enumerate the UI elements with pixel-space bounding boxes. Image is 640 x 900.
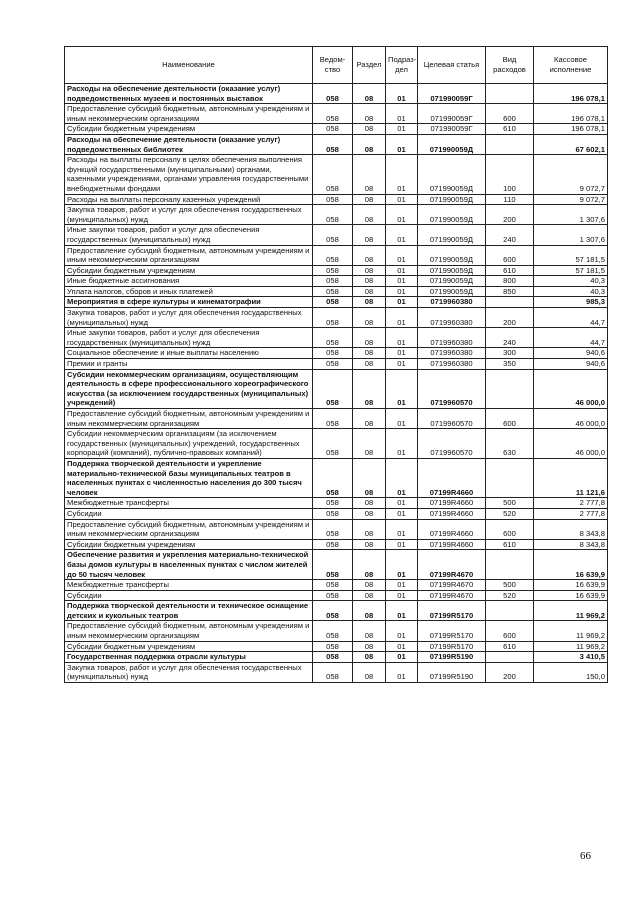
cell-name: Предоставление субсидий бюджетным, автономным учреждениям и иным некоммерческим организациям [65,245,313,265]
header-vedomstvo: Ведом-ство [313,47,353,84]
cell-vedomstvo: 058 [313,297,353,308]
cell-podrazdel: 01 [386,641,418,652]
cell-name: Государственная поддержка отрасли культуры [65,652,313,663]
table-row [65,508,608,519]
cell-vedomstvo: 058 [313,265,353,276]
cell-razdel: 08 [353,225,386,245]
table-row [65,205,608,225]
cell-vedomstvo: 058 [313,662,353,682]
cell-name: Субсидии [65,590,313,601]
header-vid-rashodov: Вид расходов [486,47,534,84]
cell-celevaya-statya: 071990059Д [418,194,486,205]
cell-celevaya-statya: 071990059Д [418,134,486,154]
cell-razdel: 08 [353,652,386,663]
cell-podrazdel: 01 [386,580,418,591]
cell-vid-rashodov: 600 [486,104,534,124]
table-row [65,286,608,297]
cell-vid-rashodov [486,458,534,497]
cell-vedomstvo: 058 [313,124,353,135]
cell-celevaya-statya: 0719960380 [418,348,486,359]
cell-razdel: 08 [353,550,386,580]
table-row [65,409,608,429]
cell-celevaya-statya: 0719960380 [418,297,486,308]
cell-kassovoe-ispolnenie: 16 639,9 [534,550,608,580]
cell-vid-rashodov [486,369,534,408]
cell-podrazdel: 01 [386,205,418,225]
cell-vedomstvo: 058 [313,519,353,539]
cell-celevaya-statya: 0719960380 [418,308,486,328]
cell-razdel: 08 [353,519,386,539]
cell-celevaya-statya: 0719960380 [418,328,486,348]
cell-vedomstvo: 058 [313,359,353,370]
cell-vid-rashodov: 630 [486,429,534,459]
cell-razdel: 08 [353,276,386,287]
cell-podrazdel: 01 [386,590,418,601]
cell-celevaya-statya: 07199R4660 [418,458,486,497]
cell-podrazdel: 01 [386,348,418,359]
cell-celevaya-statya: 071990059Д [418,225,486,245]
table-body [65,84,608,683]
cell-vid-rashodov: 500 [486,580,534,591]
cell-kassovoe-ispolnenie: 1 307,6 [534,225,608,245]
cell-celevaya-statya: 0719960380 [418,359,486,370]
cell-razdel: 08 [353,104,386,124]
table-row [65,194,608,205]
cell-podrazdel: 01 [386,276,418,287]
table-row [65,348,608,359]
cell-vid-rashodov: 500 [486,498,534,509]
cell-celevaya-statya: 071990059Д [418,205,486,225]
table-row [65,155,608,194]
cell-vid-rashodov: 610 [486,124,534,135]
cell-vedomstvo: 058 [313,328,353,348]
cell-name: Субсидии некоммерческим организациям (за исключением государственных (муниципальных) учреждений, государственных корпораций (компаний), публично-правовых компаний) [65,429,313,459]
cell-razdel: 08 [353,134,386,154]
cell-vid-rashodov: 100 [486,155,534,194]
cell-name: Мероприятия в сфере культуры и кинематографии [65,297,313,308]
cell-vedomstvo: 058 [313,194,353,205]
table-row [65,601,608,621]
cell-podrazdel: 01 [386,621,418,641]
cell-vedomstvo: 058 [313,225,353,245]
cell-podrazdel: 01 [386,194,418,205]
cell-podrazdel: 01 [386,286,418,297]
table-row [65,539,608,550]
cell-kassovoe-ispolnenie: 196 078,1 [534,104,608,124]
table-row [65,84,608,104]
cell-razdel: 08 [353,286,386,297]
cell-kassovoe-ispolnenie: 67 602,1 [534,134,608,154]
cell-razdel: 08 [353,409,386,429]
cell-kassovoe-ispolnenie: 985,3 [534,297,608,308]
cell-name: Иные бюджетные ассигнования [65,276,313,287]
table-row [65,124,608,135]
cell-podrazdel: 01 [386,134,418,154]
cell-vedomstvo: 058 [313,498,353,509]
cell-kassovoe-ispolnenie: 8 343,8 [534,519,608,539]
cell-podrazdel: 01 [386,124,418,135]
cell-vid-rashodov: 600 [486,409,534,429]
cell-razdel: 08 [353,539,386,550]
cell-name: Обеспечение развития и укрепления материально-технической базы домов культуры в населенных пунктах с числом жителей до 50 тысяч человек [65,550,313,580]
cell-razdel: 08 [353,641,386,652]
cell-celevaya-statya: 07199R4670 [418,550,486,580]
header-podrazdel: Подраз-дел [386,47,418,84]
cell-razdel: 08 [353,662,386,682]
cell-celevaya-statya: 07199R4660 [418,498,486,509]
cell-vid-rashodov [486,601,534,621]
cell-name: Премии и гранты [65,359,313,370]
cell-podrazdel: 01 [386,297,418,308]
cell-vedomstvo: 058 [313,245,353,265]
cell-celevaya-statya: 07199R4670 [418,590,486,601]
cell-razdel: 08 [353,308,386,328]
cell-kassovoe-ispolnenie: 150,0 [534,662,608,682]
cell-vedomstvo: 058 [313,539,353,550]
cell-vid-rashodov: 110 [486,194,534,205]
cell-razdel: 08 [353,508,386,519]
cell-name: Иные закупки товаров, работ и услуг для обеспечения государственных (муниципальных) нужд [65,225,313,245]
cell-vedomstvo: 058 [313,429,353,459]
cell-name: Предоставление субсидий бюджетным, автономным учреждениям и иным некоммерческим организациям [65,621,313,641]
cell-podrazdel: 01 [386,265,418,276]
cell-celevaya-statya: 07199R5170 [418,621,486,641]
cell-vedomstvo: 058 [313,601,353,621]
cell-razdel: 08 [353,348,386,359]
cell-vid-rashodov: 240 [486,328,534,348]
cell-celevaya-statya: 071990059Г [418,124,486,135]
cell-name: Поддержка творческой деятельности и техническое оснащение детских и кукольных театров [65,601,313,621]
cell-vid-rashodov [486,550,534,580]
cell-vedomstvo: 058 [313,590,353,601]
table-row [65,308,608,328]
table-row [65,225,608,245]
cell-podrazdel: 01 [386,539,418,550]
cell-razdel: 08 [353,155,386,194]
cell-vedomstvo: 058 [313,580,353,591]
cell-razdel: 08 [353,429,386,459]
cell-name: Закупка товаров, работ и услуг для обеспечения государственных (муниципальных) нужд [65,205,313,225]
cell-podrazdel: 01 [386,458,418,497]
cell-vedomstvo: 058 [313,286,353,297]
cell-podrazdel: 01 [386,369,418,408]
cell-kassovoe-ispolnenie: 8 343,8 [534,539,608,550]
cell-kassovoe-ispolnenie: 196 078,1 [534,124,608,135]
cell-kassovoe-ispolnenie: 46 000,0 [534,409,608,429]
cell-vedomstvo: 058 [313,550,353,580]
cell-name: Закупка товаров, работ и услуг для обеспечения государственных (муниципальных) нужд [65,308,313,328]
cell-vid-rashodov: 610 [486,265,534,276]
cell-podrazdel: 01 [386,328,418,348]
cell-vid-rashodov: 610 [486,641,534,652]
cell-razdel: 08 [353,245,386,265]
cell-vid-rashodov [486,297,534,308]
table-row [65,550,608,580]
cell-vedomstvo: 058 [313,641,353,652]
cell-vedomstvo: 058 [313,458,353,497]
cell-razdel: 08 [353,194,386,205]
cell-kassovoe-ispolnenie: 46 000,0 [534,369,608,408]
table-row [65,429,608,459]
cell-celevaya-statya: 07199R4660 [418,519,486,539]
cell-celevaya-statya: 071990059Д [418,245,486,265]
cell-celevaya-statya: 07199R5170 [418,641,486,652]
cell-celevaya-statya: 07199R4660 [418,508,486,519]
cell-podrazdel: 01 [386,308,418,328]
cell-kassovoe-ispolnenie: 9 072,7 [534,194,608,205]
cell-name: Расходы на обеспечение деятельности (оказание услуг) подведомственных музеев и постоянных выставок [65,84,313,104]
cell-kassovoe-ispolnenie: 44,7 [534,328,608,348]
cell-razdel: 08 [353,124,386,135]
cell-kassovoe-ispolnenie: 1 307,6 [534,205,608,225]
cell-razdel: 08 [353,359,386,370]
cell-vedomstvo: 058 [313,276,353,287]
cell-razdel: 08 [353,205,386,225]
cell-kassovoe-ispolnenie: 3 410,5 [534,652,608,663]
cell-vid-rashodov: 350 [486,359,534,370]
cell-vedomstvo: 058 [313,508,353,519]
cell-vid-rashodov: 850 [486,286,534,297]
cell-name: Поддержка творческой деятельности и укрепление материально-технической базы муниципальных театров в населенных пунктах с численностью населения до 300 тысяч человек [65,458,313,497]
cell-kassovoe-ispolnenie: 57 181,5 [534,245,608,265]
cell-razdel: 08 [353,580,386,591]
cell-podrazdel: 01 [386,508,418,519]
cell-kassovoe-ispolnenie: 11 969,2 [534,621,608,641]
cell-razdel: 08 [353,84,386,104]
cell-razdel: 08 [353,590,386,601]
cell-vedomstvo: 058 [313,348,353,359]
cell-name: Межбюджетные трансферты [65,498,313,509]
cell-kassovoe-ispolnenie: 57 181,5 [534,265,608,276]
cell-kassovoe-ispolnenie: 44,7 [534,308,608,328]
cell-podrazdel: 01 [386,155,418,194]
cell-podrazdel: 01 [386,245,418,265]
table-row [65,276,608,287]
cell-vid-rashodov: 200 [486,662,534,682]
cell-kassovoe-ispolnenie: 40,3 [534,286,608,297]
cell-name: Субсидии некоммерческим организациям, осуществляющим деятельность в сфере профессионального хореографического искусства (за исключением государственных (муниципальных) учреждений) [65,369,313,408]
header-row [65,47,608,84]
table-row [65,652,608,663]
table-row [65,359,608,370]
cell-razdel: 08 [353,369,386,408]
cell-vid-rashodov: 240 [486,225,534,245]
cell-razdel: 08 [353,621,386,641]
cell-podrazdel: 01 [386,601,418,621]
cell-vid-rashodov: 520 [486,590,534,601]
cell-kassovoe-ispolnenie: 2 777,8 [534,508,608,519]
cell-vedomstvo: 058 [313,134,353,154]
budget-table [64,46,608,683]
cell-podrazdel: 01 [386,104,418,124]
cell-vid-rashodov: 600 [486,621,534,641]
cell-vid-rashodov: 200 [486,205,534,225]
table-row [65,245,608,265]
cell-podrazdel: 01 [386,359,418,370]
cell-vid-rashodov [486,84,534,104]
cell-name: Субсидии [65,508,313,519]
cell-podrazdel: 01 [386,225,418,245]
cell-razdel: 08 [353,498,386,509]
cell-vid-rashodov: 520 [486,508,534,519]
table-row [65,297,608,308]
table-row [65,580,608,591]
table-row [65,641,608,652]
table-row [65,590,608,601]
cell-razdel: 08 [353,265,386,276]
cell-celevaya-statya: 071990059Д [418,276,486,287]
cell-kassovoe-ispolnenie: 40,3 [534,276,608,287]
cell-vid-rashodov [486,652,534,663]
cell-podrazdel: 01 [386,498,418,509]
cell-vid-rashodov: 610 [486,539,534,550]
cell-vedomstvo: 058 [313,84,353,104]
cell-celevaya-statya: 071990059Г [418,104,486,124]
cell-razdel: 08 [353,297,386,308]
cell-razdel: 08 [353,328,386,348]
table-row [65,498,608,509]
table-row [65,519,608,539]
cell-kassovoe-ispolnenie: 2 777,8 [534,498,608,509]
cell-vid-rashodov: 600 [486,245,534,265]
header-kassovoe-ispolnenie: Кассовое исполнение [534,47,608,84]
cell-kassovoe-ispolnenie: 16 639,9 [534,580,608,591]
cell-celevaya-statya: 0719960570 [418,369,486,408]
cell-vid-rashodov: 800 [486,276,534,287]
cell-name: Социальное обеспечение и иные выплаты населению [65,348,313,359]
cell-kassovoe-ispolnenie: 196 078,1 [534,84,608,104]
cell-name: Субсидии бюджетным учреждениям [65,641,313,652]
cell-name: Расходы на выплаты персоналу казенных учреждений [65,194,313,205]
cell-vid-rashodov: 300 [486,348,534,359]
header-razdel: Раздел [353,47,386,84]
cell-name: Иные закупки товаров, работ и услуг для обеспечения государственных (муниципальных) нужд [65,328,313,348]
cell-name: Закупка товаров, работ и услуг для обеспечения государственных (муниципальных) нужд [65,662,313,682]
table-row [65,369,608,408]
cell-kassovoe-ispolnenie: 11 969,2 [534,641,608,652]
cell-celevaya-statya: 07199R4660 [418,539,486,550]
cell-podrazdel: 01 [386,429,418,459]
cell-celevaya-statya: 071990059Д [418,265,486,276]
cell-podrazdel: 01 [386,409,418,429]
cell-podrazdel: 01 [386,519,418,539]
table-row [65,104,608,124]
cell-vedomstvo: 058 [313,369,353,408]
cell-vid-rashodov [486,134,534,154]
header-name: Наименование [65,47,313,84]
table-row [65,328,608,348]
cell-vedomstvo: 058 [313,409,353,429]
cell-vedomstvo: 058 [313,104,353,124]
cell-kassovoe-ispolnenie: 940,6 [534,348,608,359]
cell-vid-rashodov: 200 [486,308,534,328]
cell-podrazdel: 01 [386,652,418,663]
table-row [65,458,608,497]
cell-name: Предоставление субсидий бюджетным, автономным учреждениям и иным некоммерческим организациям [65,519,313,539]
cell-celevaya-statya: 071990059Г [418,84,486,104]
cell-podrazdel: 01 [386,84,418,104]
cell-name: Расходы на обеспечение деятельности (оказание услуг) подведомственных библиотек [65,134,313,154]
page-number: 66 [580,850,591,862]
cell-kassovoe-ispolnenie: 46 000,0 [534,429,608,459]
cell-vid-rashodov: 600 [486,519,534,539]
table-row [65,134,608,154]
cell-celevaya-statya: 07199R4670 [418,580,486,591]
cell-celevaya-statya: 071990059Д [418,155,486,194]
cell-razdel: 08 [353,458,386,497]
cell-name: Уплата налогов, сборов и иных платежей [65,286,313,297]
cell-vedomstvo: 058 [313,308,353,328]
cell-vedomstvo: 058 [313,621,353,641]
cell-name: Предоставление субсидий бюджетным, автономным учреждениям и иным некоммерческим организациям [65,104,313,124]
cell-celevaya-statya: 071990059Д [418,286,486,297]
cell-kassovoe-ispolnenie: 16 639,9 [534,590,608,601]
cell-celevaya-statya: 07199R5190 [418,662,486,682]
cell-vedomstvo: 058 [313,155,353,194]
table-row [65,621,608,641]
cell-name: Субсидии бюджетным учреждениям [65,539,313,550]
cell-razdel: 08 [353,601,386,621]
cell-name: Межбюджетные трансферты [65,580,313,591]
cell-celevaya-statya: 07199R5170 [418,601,486,621]
cell-kassovoe-ispolnenie: 11 969,2 [534,601,608,621]
cell-kassovoe-ispolnenie: 9 072,7 [534,155,608,194]
table-row [65,265,608,276]
cell-celevaya-statya: 0719960570 [418,429,486,459]
cell-name: Субсидии бюджетным учреждениям [65,265,313,276]
header-celevaya-statya: Целевая статья [418,47,486,84]
cell-celevaya-statya: 0719960570 [418,409,486,429]
cell-vedomstvo: 058 [313,205,353,225]
cell-celevaya-statya: 07199R5190 [418,652,486,663]
cell-kassovoe-ispolnenie: 940,6 [534,359,608,370]
table-row [65,662,608,682]
cell-podrazdel: 01 [386,662,418,682]
cell-kassovoe-ispolnenie: 11 121,6 [534,458,608,497]
cell-name: Предоставление субсидий бюджетным, автономным учреждениям и иным некоммерческим организациям [65,409,313,429]
cell-vedomstvo: 058 [313,652,353,663]
cell-name: Субсидии бюджетным учреждениям [65,124,313,135]
cell-podrazdel: 01 [386,550,418,580]
cell-name: Расходы на выплаты персоналу в целях обеспечения выполнения функций государственными (муниципальными) органами, казенными учреждениями, органами управления государственными внебюджетными фондами [65,155,313,194]
budget-document [64,46,607,683]
